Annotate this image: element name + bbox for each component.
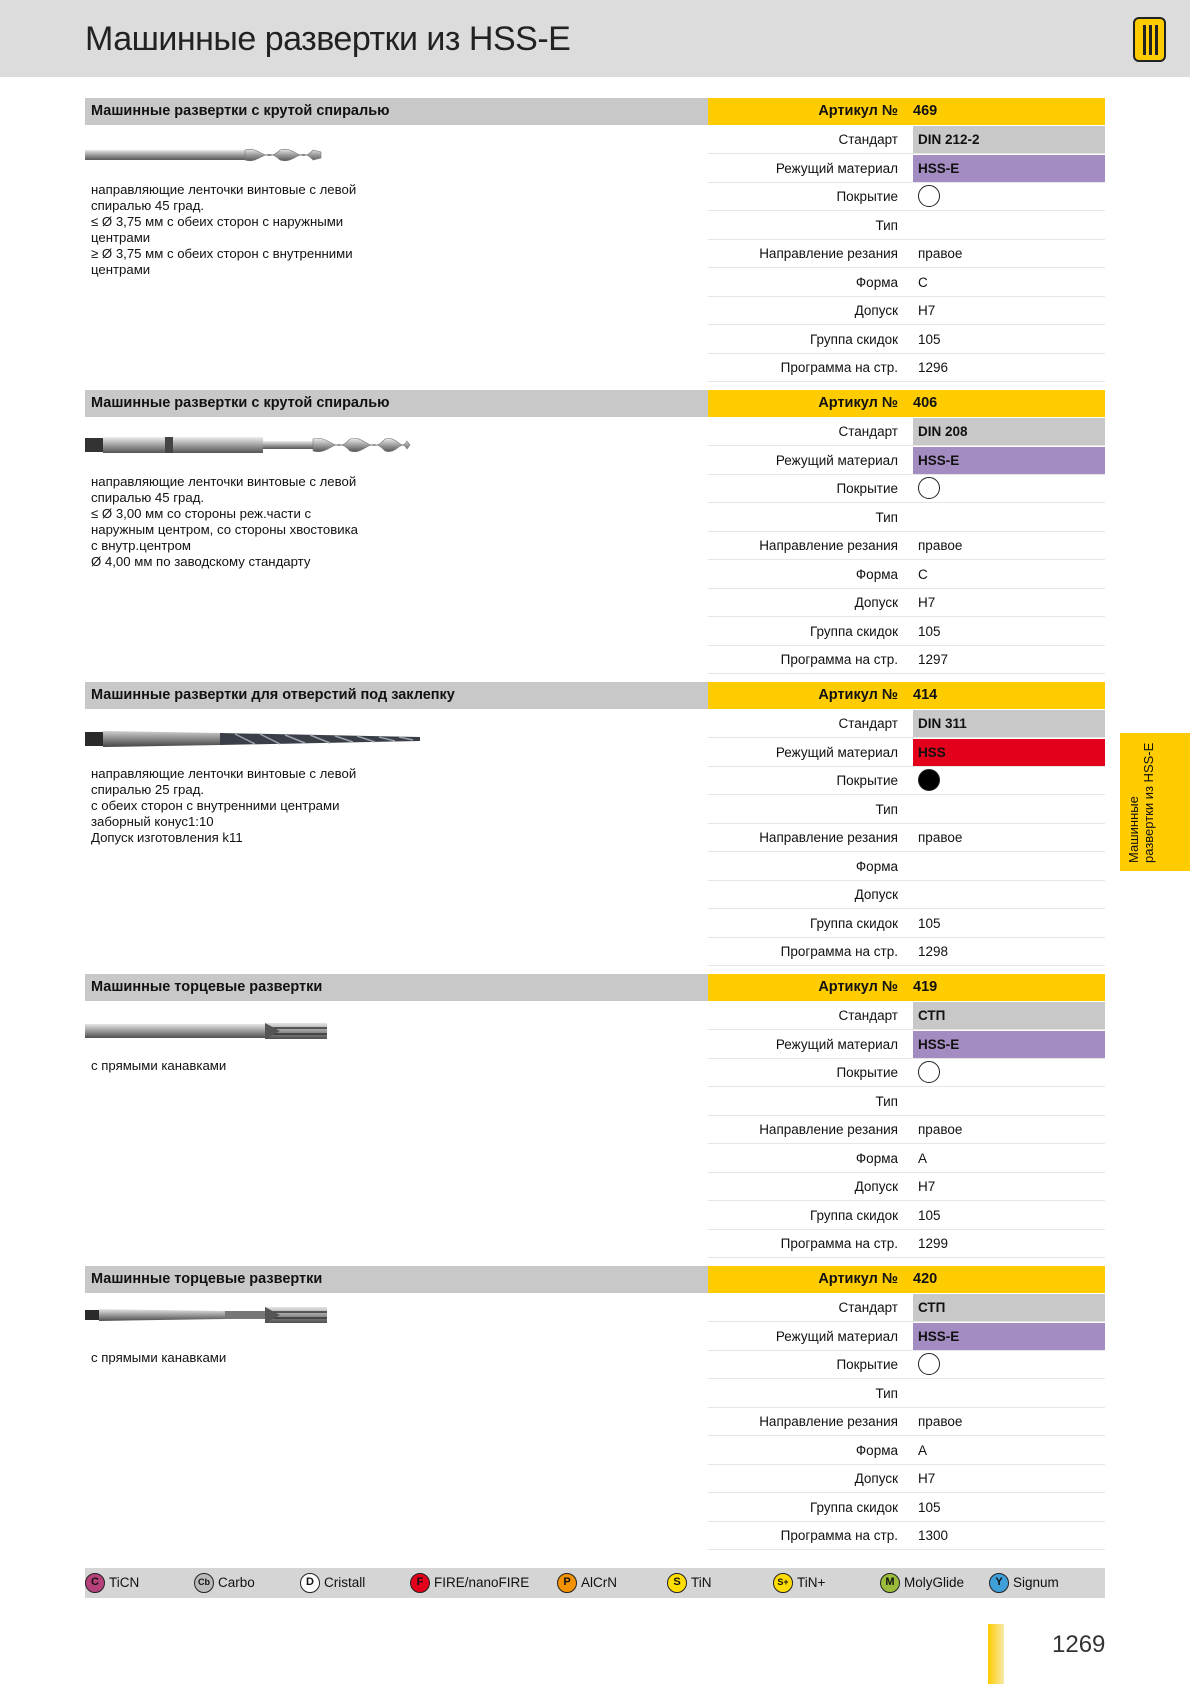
reamer-tool-image <box>85 432 415 463</box>
direction-value: правое <box>918 1414 963 1429</box>
form-label: Форма <box>855 1151 898 1166</box>
material-value: HSS-E <box>913 1323 1105 1350</box>
legend-label: TiN <box>691 1575 712 1590</box>
article-label: Артикул № <box>818 979 898 995</box>
article-label: Артикул № <box>818 1271 898 1287</box>
tolerance-label: Допуск <box>854 1471 898 1486</box>
page-title: Машинные развертки из HSS-E <box>85 20 571 58</box>
standard-label: Стандарт <box>838 716 898 731</box>
spec-row-form <box>708 1145 1105 1173</box>
direction-value: правое <box>918 538 963 553</box>
discount-value: 105 <box>918 1500 941 1515</box>
material-label: Режущий материал <box>775 1037 898 1052</box>
spec-row-program <box>708 938 1105 966</box>
reamer-tool-image <box>85 1304 330 1331</box>
spec-row-form <box>708 561 1105 589</box>
spec-row-program <box>708 1230 1105 1258</box>
spec-row-direction <box>708 1116 1105 1144</box>
spec-row-type <box>708 504 1105 532</box>
type-value <box>913 796 1105 823</box>
tolerance-label: Допуск <box>854 1179 898 1194</box>
form-value: A <box>918 1443 928 1458</box>
program-value: 1296 <box>918 360 949 375</box>
tolerance-label: Допуск <box>854 887 898 902</box>
standard-value: СТП <box>913 1294 1105 1321</box>
discount-label: Группа скидок <box>809 1500 898 1515</box>
section-description <box>91 1350 391 1366</box>
spec-row-standard <box>708 1002 1105 1030</box>
legend-label: Signum <box>1013 1575 1059 1590</box>
article-header[interactable] <box>708 1266 1105 1293</box>
standard-value: СТП <box>913 1002 1105 1029</box>
program-value: 1297 <box>918 652 949 667</box>
coating-label: Покрытие <box>836 481 898 496</box>
description-line: центрами <box>91 230 151 245</box>
form-label: Форма <box>855 859 898 874</box>
spec-row-discount <box>708 910 1105 938</box>
spec-row-standard <box>708 1294 1105 1322</box>
product-section-420 <box>85 1266 1105 1551</box>
article-label: Артикул № <box>818 103 898 119</box>
type-label: Тип <box>875 218 898 233</box>
program-label: Программа на стр. <box>780 652 898 667</box>
spec-row-coating <box>708 1059 1105 1087</box>
article-number[interactable]: 406 <box>913 395 938 411</box>
direction-label: Направление резания <box>759 1122 898 1137</box>
spec-row-coating <box>708 767 1105 795</box>
description-line: спиралью 45 град. <box>91 490 205 505</box>
coating-circle-icon <box>918 1061 940 1083</box>
section-title: Машинные развертки с крутой спиралью <box>91 103 390 119</box>
form-label: Форма <box>855 275 898 290</box>
tolerance-value: H7 <box>918 1179 936 1194</box>
description-line: с внутр.центром <box>91 538 191 553</box>
product-section-419 <box>85 974 1105 1259</box>
direction-value: правое <box>918 830 963 845</box>
coating-badge-icon: P <box>557 1573 577 1593</box>
spec-row-direction <box>708 824 1105 852</box>
description-line: наружным центром, со стороны хвостовика <box>91 522 359 537</box>
product-section-406 <box>85 390 1105 675</box>
reamer-tool-image <box>85 726 425 757</box>
material-label: Режущий материал <box>775 1329 898 1344</box>
material-value: HSS-E <box>913 155 1105 182</box>
article-number[interactable]: 414 <box>913 687 938 703</box>
spec-row-material <box>708 155 1105 183</box>
coating-badge-icon: F <box>410 1573 430 1593</box>
tolerance-value <box>913 881 1105 908</box>
page-accent-bar <box>988 1624 1004 1684</box>
coating-badge-icon: S+ <box>773 1573 793 1593</box>
coating-badge-icon: Cb <box>194 1573 214 1593</box>
section-description <box>91 766 391 846</box>
coating-badge-icon: D <box>300 1573 320 1593</box>
program-label: Программа на стр. <box>780 1236 898 1251</box>
article-header[interactable] <box>708 98 1105 125</box>
discount-value: 105 <box>918 624 941 639</box>
discount-label: Группа скидок <box>809 332 898 347</box>
material-value: HSS-E <box>913 447 1105 474</box>
legend-label: AlCrN <box>581 1575 617 1590</box>
spec-row-material <box>708 447 1105 475</box>
description-line: ≥ Ø 3,75 мм с обеих сторон с внутренними <box>91 246 353 261</box>
program-value: 1299 <box>918 1236 949 1251</box>
coating-badge-icon: S <box>667 1573 687 1593</box>
spec-row-type <box>708 1380 1105 1408</box>
discount-label: Группа скидок <box>809 624 898 639</box>
spec-row-tolerance <box>708 297 1105 325</box>
direction-value: правое <box>918 246 963 261</box>
reamer-tool-image <box>85 1020 330 1047</box>
description-line: спиралью 25 град. <box>91 782 205 797</box>
article-label: Артикул № <box>818 687 898 703</box>
article-number[interactable]: 419 <box>913 979 938 995</box>
tolerance-value: H7 <box>918 303 936 318</box>
description-line: направляющие ленточки винтовые с левой <box>91 474 357 489</box>
material-label: Режущий материал <box>775 745 898 760</box>
program-label: Программа на стр. <box>780 360 898 375</box>
description-line: заборный конус1:10 <box>91 814 214 829</box>
legend-label: TiN+ <box>797 1575 826 1590</box>
spec-row-direction <box>708 532 1105 560</box>
coating-label: Покрытие <box>836 1357 898 1372</box>
form-label: Форма <box>855 1443 898 1458</box>
discount-value: 105 <box>918 1208 941 1223</box>
spec-row-type <box>708 1088 1105 1116</box>
tolerance-value: H7 <box>918 595 936 610</box>
coating-badge-icon: Y <box>989 1573 1009 1593</box>
direction-label: Направление резания <box>759 246 898 261</box>
tolerance-label: Допуск <box>854 595 898 610</box>
type-value <box>913 1380 1105 1407</box>
description-line: ≤ Ø 3,75 мм с обеих сторон с наружными <box>91 214 344 229</box>
spec-row-discount <box>708 618 1105 646</box>
type-label: Тип <box>875 802 898 817</box>
form-label: Форма <box>855 567 898 582</box>
tolerance-value: H7 <box>918 1471 936 1486</box>
spec-row-coating <box>708 475 1105 503</box>
form-value: A <box>918 1151 928 1166</box>
coating-label: Покрытие <box>836 189 898 204</box>
coating-badge-icon: C <box>85 1573 105 1593</box>
standard-label: Стандарт <box>838 1300 898 1315</box>
product-section-414 <box>85 682 1105 967</box>
tolerance-label: Допуск <box>854 303 898 318</box>
product-section-469 <box>85 98 1105 383</box>
article-header[interactable] <box>708 682 1105 709</box>
spec-row-program <box>708 646 1105 674</box>
spec-row-program <box>708 354 1105 382</box>
section-title: Машинные развертки для отверстий под заклепку <box>91 687 455 703</box>
coating-circle-icon <box>918 769 940 791</box>
discount-label: Группа скидок <box>809 1208 898 1223</box>
section-title: Машинные торцевые развертки <box>91 1271 323 1287</box>
spec-row-coating <box>708 183 1105 211</box>
spec-row-material <box>708 1323 1105 1351</box>
coating-circle-icon <box>918 477 940 499</box>
material-value: HSS <box>913 739 1105 766</box>
section-description <box>91 1058 391 1074</box>
legend-label: Carbo <box>218 1575 255 1590</box>
article-label: Артикул № <box>818 395 898 411</box>
form-value: C <box>918 275 928 290</box>
side-tab-line1: Машинные <box>1126 796 1141 863</box>
coating-badge-icon: M <box>880 1573 900 1593</box>
spec-row-form <box>708 853 1105 881</box>
legend-label: MolyGlide <box>904 1575 965 1590</box>
reamer-category-icon <box>1133 17 1166 62</box>
description-line: направляющие ленточки винтовые с левой <box>91 182 357 197</box>
type-value <box>913 212 1105 239</box>
legend-label: Cristall <box>324 1575 366 1590</box>
spec-row-program <box>708 1522 1105 1550</box>
description-line: с обеих сторон с внутренними центрами <box>91 798 340 813</box>
description-line: центрами <box>91 262 151 277</box>
spec-row-direction <box>708 240 1105 268</box>
program-value: 1298 <box>918 944 949 959</box>
description-line: Ø 4,00 мм по заводскому стандарту <box>91 554 311 569</box>
spec-row-tolerance <box>708 1173 1105 1201</box>
type-label: Тип <box>875 1094 898 1109</box>
reamer-tool-image <box>85 142 325 173</box>
spec-row-material <box>708 739 1105 767</box>
description-line: ≤ Ø 3,00 мм со стороны реж.части с <box>91 506 312 521</box>
standard-value: DIN 311 <box>913 710 1105 737</box>
spec-row-tolerance <box>708 589 1105 617</box>
program-label: Программа на стр. <box>780 944 898 959</box>
page-header <box>0 0 1190 77</box>
coating-label: Покрытие <box>836 773 898 788</box>
material-label: Режущий материал <box>775 161 898 176</box>
section-title: Машинные торцевые развертки <box>91 979 323 995</box>
spec-row-type <box>708 212 1105 240</box>
description-line: направляющие ленточки винтовые с левой <box>91 766 357 781</box>
standard-value: DIN 208 <box>913 418 1105 445</box>
standard-value: DIN 212-2 <box>913 126 1105 153</box>
description-line: Допуск изготовления k11 <box>91 830 243 845</box>
spec-row-coating <box>708 1351 1105 1379</box>
article-header[interactable] <box>708 390 1105 417</box>
coating-circle-icon <box>918 185 940 207</box>
section-description <box>91 182 391 278</box>
description-line: спиралью 45 град. <box>91 198 205 213</box>
coating-label: Покрытие <box>836 1065 898 1080</box>
spec-row-form <box>708 1437 1105 1465</box>
direction-value: правое <box>918 1122 963 1137</box>
article-number[interactable]: 420 <box>913 1271 938 1287</box>
direction-label: Направление резания <box>759 830 898 845</box>
legend-label: TiCN <box>109 1575 140 1590</box>
side-tab-line2: развертки из HSS-E <box>1141 742 1156 863</box>
spec-row-discount <box>708 326 1105 354</box>
spec-row-material <box>708 1031 1105 1059</box>
spec-row-discount <box>708 1202 1105 1230</box>
page-number: 1269 <box>1052 1631 1106 1658</box>
direction-label: Направление резания <box>759 538 898 553</box>
coating-circle-icon <box>918 1353 940 1375</box>
spec-row-standard <box>708 710 1105 738</box>
spec-row-discount <box>708 1494 1105 1522</box>
program-value: 1300 <box>918 1528 949 1543</box>
type-label: Тип <box>875 510 898 525</box>
discount-value: 105 <box>918 916 941 931</box>
discount-value: 105 <box>918 332 941 347</box>
spec-row-tolerance <box>708 1465 1105 1493</box>
coating-legend <box>85 1568 1105 1598</box>
section-description <box>91 474 391 570</box>
article-number[interactable]: 469 <box>913 103 938 119</box>
type-label: Тип <box>875 1386 898 1401</box>
spec-row-tolerance <box>708 881 1105 909</box>
legend-label: FIRE/nanoFIRE <box>434 1575 530 1590</box>
article-header[interactable] <box>708 974 1105 1001</box>
side-tab[interactable] <box>1120 733 1190 871</box>
spec-row-standard <box>708 418 1105 446</box>
standard-label: Стандарт <box>838 1008 898 1023</box>
material-value: HSS-E <box>913 1031 1105 1058</box>
standard-label: Стандарт <box>838 132 898 147</box>
discount-label: Группа скидок <box>809 916 898 931</box>
description-line: с прямыми канавками <box>91 1350 227 1365</box>
spec-row-direction <box>708 1408 1105 1436</box>
spec-row-form <box>708 269 1105 297</box>
form-value: C <box>918 567 928 582</box>
program-label: Программа на стр. <box>780 1528 898 1543</box>
direction-label: Направление резания <box>759 1414 898 1429</box>
type-value <box>913 504 1105 531</box>
standard-label: Стандарт <box>838 424 898 439</box>
spec-row-standard <box>708 126 1105 154</box>
description-line: с прямыми канавками <box>91 1058 227 1073</box>
section-title: Машинные развертки с крутой спиралью <box>91 395 390 411</box>
type-value <box>913 1088 1105 1115</box>
spec-row-type <box>708 796 1105 824</box>
form-value <box>913 853 1105 880</box>
material-label: Режущий материал <box>775 453 898 468</box>
